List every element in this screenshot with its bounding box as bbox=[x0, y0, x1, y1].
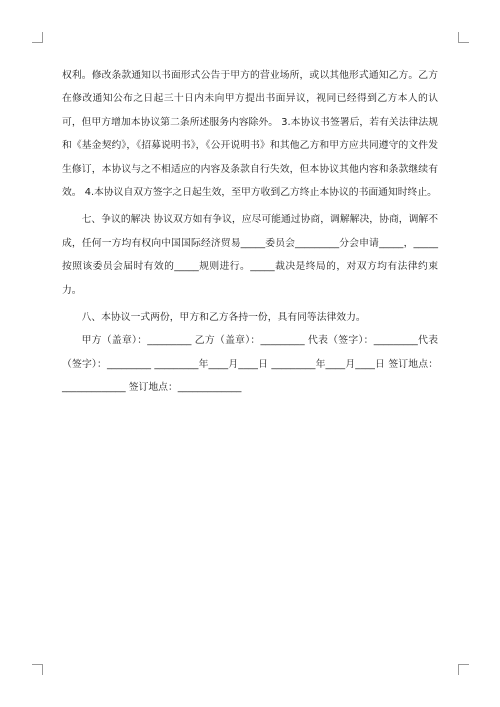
paragraph-signatures: 甲方（盖章）：_________ 乙方（盖章）：_________ 代表（签字）：_________代表（签字）：_________ _________年____月____日 _________年____月____日 签订地点：_____________ 签订地点：_____________ bbox=[62, 335, 438, 394]
paragraph-copies: 八、本协议一式两份，甲方和乙方各持一份，具有同等法律效力。 bbox=[81, 312, 366, 324]
crop-mark-bottom-right bbox=[458, 664, 469, 675]
crop-mark-top-left bbox=[32, 32, 43, 43]
crop-mark-bottom-left bbox=[32, 664, 43, 675]
paragraph-contract-terms: 权利。修改条款通知以书面形式公告于甲方的营业场所，或以其他形式通知乙方。乙方在修改通知公布之日起三十日内未向甲方提出书面异议，视同已经得到乙方本人的认可，但甲方增加本协议第二条所述服务内容除外。 3.本协议书签署后，若有关法律法规和《基金契约》，《招募说明书》，《公开说明书》和其他乙方和甲方应共同遵守的文件发生修订，本协议与之不相适应的内容及条款自行失效，但本协议其他内容和条款继续有效。 4.本协议自双方签字之日起生效，至甲方收到乙方终止本协议的书面通知时终止。 bbox=[62, 70, 438, 199]
crop-mark-top-right bbox=[458, 32, 469, 43]
paragraph-dispute-resolution: 七、争议的解决 协议双方如有争议，应尽可能通过协商，调解解决，协商，调解不成，任何一方均有权向中国国际经济贸易_____委员会_________分会申请_____，_____按照该委员会届时有效的_____规则进行。_____裁决是终局的，对双方均有法律约束力。 bbox=[62, 214, 438, 296]
document-body bbox=[62, 64, 438, 400]
